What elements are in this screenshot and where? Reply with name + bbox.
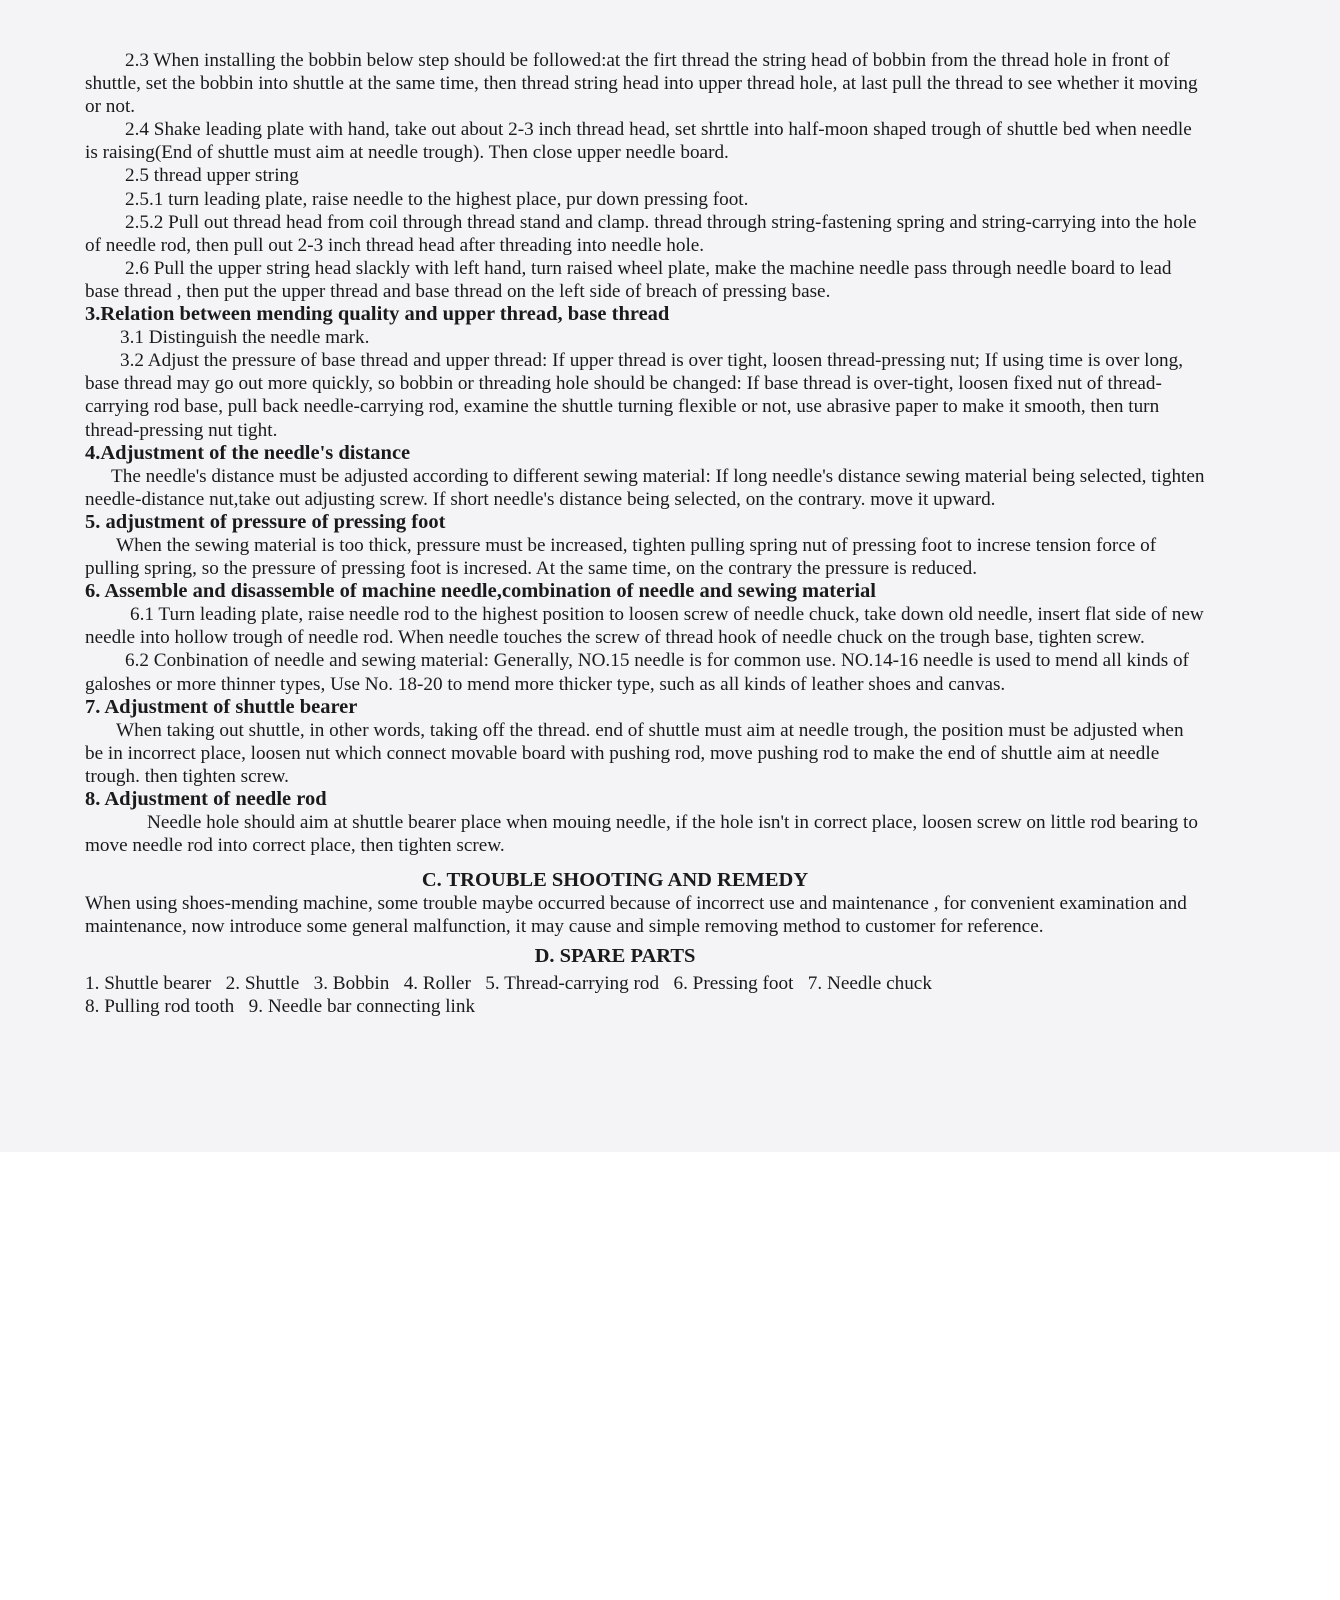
section-4-heading: 4.Adjustment of the needle's distance xyxy=(85,441,411,464)
paragraph-2-5-2: 2.5.2 Pull out thread head from coil through thread stand and clamp. thread through string-fastening spring and string-carrying into the hole of needle rod, then pull out 2-3 inch thread head after threading into needle hole. xyxy=(85,211,1197,256)
paragraph-2-6: 2.6 Pull the upper string head slackly with left hand, turn raised wheel plate, make the machine needle pass through needle board to lead base thread , then put the upper thread and base thread on the left side of breach of pressing base. xyxy=(85,257,1172,302)
spare-parts-heading: D. SPARE PARTS xyxy=(534,944,696,967)
spare-parts-line-1: 1. Shuttle bearer 2. Shuttle 3. Bobbin 4. Roller 5. Thread-carrying rod 6. Pressing foot 7. Needle chuck xyxy=(85,972,932,994)
paragraph-7: When taking out shuttle, in other words, taking off the thread. end of shuttle must aim at needle trough, the position must be adjusted when be in incorrect place, loosen nut which connect movable board with pushing rod, move pushing rod to make the end of shuttle aim at needle trough. then tighten screw. xyxy=(85,719,1184,787)
section-8-heading: 8. Adjustment of needle rod xyxy=(85,788,327,810)
section-7-heading: 7. Adjustment of shuttle bearer xyxy=(85,695,358,718)
paragraph-2-4: 2.4 Shake leading plate with hand, take out about 2-3 inch thread head, set shrttle into half-moon shaped trough of shuttle bed when needle is raising(End of shuttle must aim at needle trough). Then close upper needle board. xyxy=(85,119,1192,164)
paragraph-5: When the sewing material is too thick, pressure must be increased, tighten pulling spring nut of pressing foot to increse tension force of pulling spring, so the pressure of pressing foot is incresed. At the same time, on the contrary the pressure is reduced. xyxy=(85,534,1157,580)
intro-paragraphs xyxy=(85,49,1205,303)
section-3-heading: 3.Relation between mending quality and upper thread, base thread xyxy=(85,303,670,326)
trouble-heading: C. TROUBLE SHOOTING AND REMEDY xyxy=(421,869,809,892)
paragraph-6-2: 6.2 Conbination of needle and sewing material: Generally, NO.15 needle is for common use. NO.14-16 needle is used to mend all kinds of galoshes or more thinner types, Use No. 18-20 to mend more thicker type, such as all kinds of leather shoes and canvas. xyxy=(85,650,1189,695)
section-5-heading: 5. adjustment of pressure of pressing foot xyxy=(85,510,446,533)
paragraph-2-5-1: 2.5.1 turn leading plate, raise needle to the highest place, pur down pressing foot. xyxy=(125,188,749,210)
paragraph-6-1: 6.1 Turn leading plate, raise needle rod to the highest position to loosen screw of needle chuck, take down old needle, insert flat side of new needle into hollow trough of needle rod. When needle touches the screw of thread hook of needle chuck on the trough base, tighten screw. xyxy=(85,604,1204,649)
trouble-paragraph: When using shoes-mending machine, some trouble maybe occurred because of incorrect use and maintenance , for convenient examination and maintenance, now introduce some general malfunction, it may cause and simple removing method to customer for reference. xyxy=(85,893,1187,938)
paragraph-3-1: 3.1 Distinguish the needle mark. xyxy=(120,327,370,349)
page-text xyxy=(85,49,1205,1018)
paragraph-4: The needle's distance must be adjusted according to different sewing material: If long needle's distance sewing material being selected, tighten needle-distance nut,take out adjusting screw. If short needle's distance being selected, on the contrary. move it upward. xyxy=(85,465,1205,510)
paragraph-8: Needle hole should aim at shuttle bearer place when mouing needle, if the hole isn't in correct place, loosen screw on little rod bearing to move needle rod into correct place, then tighten screw. xyxy=(85,812,1198,857)
paragraph-2-5: 2.5 thread upper string xyxy=(125,165,299,187)
paragraph-3-2: 3.2 Adjust the pressure of base thread and upper thread: If upper thread is over tight, loosen thread-pressing nut; If using time is over long, base thread may go out more quickly, so bobbin or threading hole should be changed: If base thread is over-tight, loosen fixed nut of thread-carrying rod base, pull back needle-carrying rod, examine the shuttle turning flexible or not, use abrasive paper to make it smooth, then turn thread-pressing nut tight. xyxy=(85,350,1184,441)
paragraph-2-3: 2.3 When installing the bobbin below step should be followed:at the firt thread the string head of bobbin from the thread hole in front of shuttle, set the bobbin into shuttle at the same time, then thread string head into upper thread hole, at last pull the thread to see whether it moving or not. xyxy=(85,50,1198,118)
spare-parts-line-2: 8. Pulling rod tooth 9. Needle bar connecting link xyxy=(85,995,476,1017)
section-6-heading: 6. Assemble and disassemble of machine needle,combination of needle and sewing material xyxy=(85,580,876,603)
